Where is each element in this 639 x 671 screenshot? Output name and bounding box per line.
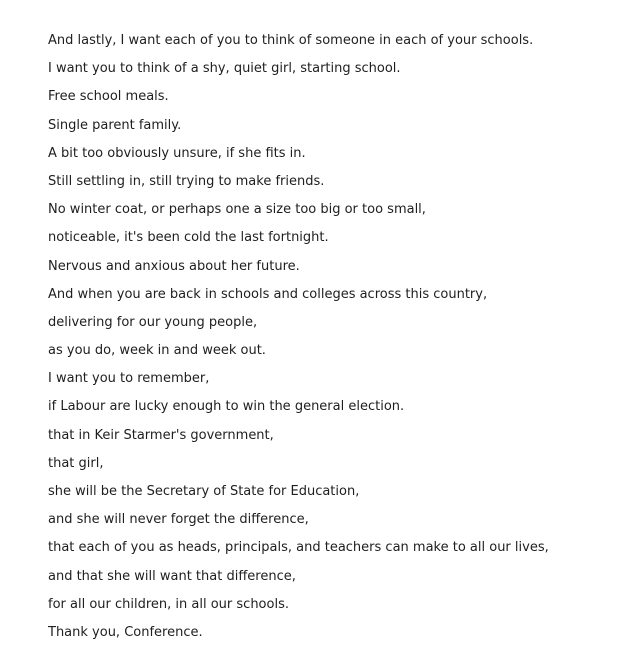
speech-line: Nervous and anxious about her future.	[48, 258, 300, 274]
speech-line: if Labour are lucky enough to win the general election.	[48, 399, 405, 415]
speech-line: Thank you, Conference.	[48, 624, 203, 640]
speech-line: I want you to think of a shy, quiet girl, starting school.	[48, 61, 401, 77]
speech-line: as you do, week in and week out.	[48, 343, 266, 359]
speech-line: and she will never forget the difference,	[48, 512, 309, 528]
speech-text	[48, 29, 629, 649]
speech-line: delivering for our young people,	[48, 314, 258, 330]
speech-line: No winter coat, or perhaps one a size too big or too small,	[48, 202, 426, 218]
speech-line: and that she will want that difference,	[48, 568, 296, 584]
speech-line: noticeable, it's been cold the last fortnight.	[48, 230, 329, 246]
speech-line: she will be the Secretary of State for Education,	[48, 484, 360, 499]
speech-line: A bit too obviously unsure, if she fits in.	[48, 145, 306, 161]
speech-line: that girl,	[48, 455, 104, 471]
speech-line: that each of you as heads, principals, and teachers can make to all our lives,	[48, 540, 549, 556]
speech-line: And when you are back in schools and colleges across this country,	[48, 286, 488, 302]
speech-line: Still settling in, still trying to make friends.	[48, 173, 325, 189]
speech-line: that in Keir Starmer's government,	[48, 427, 274, 443]
speech-line: And lastly, I want each of you to think of someone in each of your schools.	[48, 33, 534, 48]
speech-line: for all our children, in all our schools.	[48, 596, 289, 612]
speech-line: I want you to remember,	[48, 371, 210, 387]
speech-line: Free school meals.	[48, 89, 169, 105]
speech-line: Single parent family.	[48, 117, 182, 133]
